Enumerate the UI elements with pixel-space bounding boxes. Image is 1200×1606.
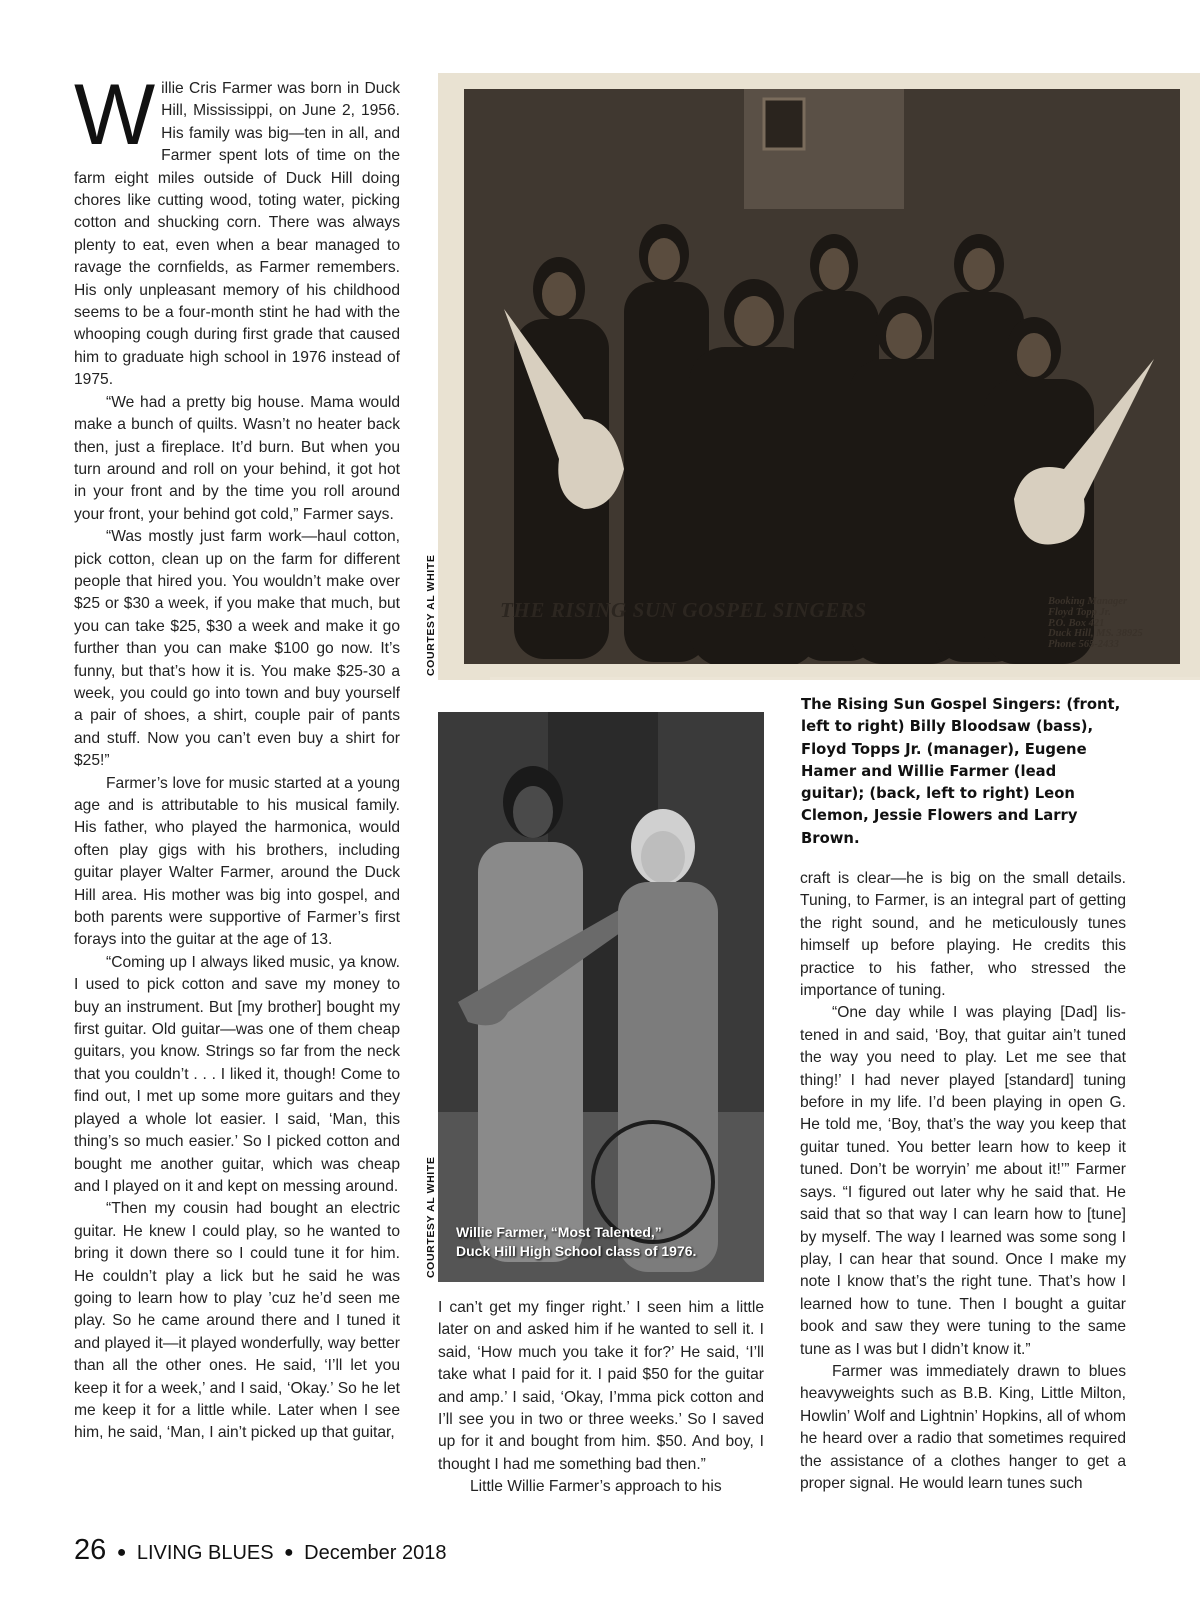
issue-date: December 2018 <box>304 1542 447 1564</box>
photo-banner <box>490 677 1200 680</box>
article-paragraph: Farmer was immediately drawn to blues heavyweights such as B.B. King, Little Milton, Howlin’ Wolf and Lightnin’ Hopkins, all of whom he heard over a radio that sometimes required the assistance of a clothes hanger to get a proper signal. He would learn tunes such <box>800 1362 1126 1492</box>
separator-bullet: ● <box>116 1544 127 1561</box>
article-paragraph: “Was mostly just farm work—haul cotton, pick cotton, clean up on the farm for different people that hired you. You wouldn’t make over $25 or $30 a week, if you make that much, but you can take $25, $30 a week and make it go further than you can make $100 go now. It’s funny, but that’s how it is. You make $25-30 a week, you could go into town and buy yourself a pair of shoes, a shirt, couple pair of pants and stuff. Now you can’t even buy a shirt for $25!” <box>74 528 400 770</box>
separator-bullet: ● <box>284 1544 294 1561</box>
article-paragraph: Willie Cris Farmer was born in Duck Hill, Mississippi, on June 2, 1956. His family was big—ten in all, and Farmer spent lots of time on the farm eight miles outside of Duck Hill doing chores like cutting wood, toting water, picking cotton and shucking corn. There was always plenty to eat, even when a bear managed to ravage the cornfields, as Farmer remembers. His only unpleasant memory of his childhood seems to be a four-month stint he had with the whooping cough during first grade that caused him to graduate high school in 1976 instead of 1975. <box>74 67 400 389</box>
booking-info: Booking Manager Floyd Topp Jr. P.O. Box 421 Duck Hill, MS. 38925 Phone 565-2433 <box>1048 596 1143 651</box>
band-photo <box>438 73 1200 680</box>
drop-cap: W <box>74 67 156 163</box>
article-column-right <box>800 868 1126 1495</box>
photo-credit: COURTESY AL WHITE <box>425 554 437 676</box>
page-number: 26 <box>74 1534 107 1566</box>
photo-credit: COURTESY AL WHITE <box>425 1156 437 1278</box>
band-figures-illustration <box>464 89 1180 664</box>
band-name-banner: THE RISING SUN GOSPEL SINGERS <box>500 598 867 622</box>
article-column-middle <box>438 1297 764 1499</box>
article-paragraph: Farmer’s love for music started at a young age and is attributable to his musical family. His father, who played the harmonica, would often play gigs with his brothers, including guitar player Walter Farmer, around the Duck Hill area. His mother was big into gospel, and both parents were supportive of Farmer’s first forays into the guitar at the age of 13. <box>74 774 400 949</box>
yearbook-photo <box>438 712 764 1282</box>
magazine-name: LIVING BLUES <box>136 1542 274 1564</box>
article-paragraph: “Coming up I always liked music, ya know. I used to pick cotton and save my money to buy an instrument. But [my brother] bought my first guitar. Old guitar—was one of them cheap guitars, you know. Strings so far from the neck that you couldn’t . . . I liked it, though! Come to find out, I met up some more guitars and they played a whole lot easier. I said, ‘Man, this thing’s so much easier.’ So I picked cotton and bought me another guitar, which was cheap and I played on it and kept on messing around. <box>74 953 400 1195</box>
article-column-left <box>74 67 400 1445</box>
article-paragraph: “One day while I was playing [Dad] listened in and said, ‘Boy, that guitar ain’t tuned the way you need to play. Let me see that thing!’ I had never played [standard] tuning before in my life. I’d been playing in open G. He told me, ‘Boy, that’s the way you keep that guitar tuned. You better learn how to keep it tuned. Don’t be worryin’ me about it!’” Farmer says. “I figured out later why he said that. He said that so that way I can learn how to [tune] by myself. The way I learned was some song I play, I can hear that sound. Once I make my note I know that’s the right tune. That’s how I learned how to tune. Then I bought a guitar book and saw they were tuning to the same tune as I was but I didn’t know it.” <box>800 1004 1126 1358</box>
photo-caption: The Rising Sun Gospel Singers: (front, left to right) Billy Bloodsaw (bass), Floyd Topps Jr. (manager), Eugene Hamer and Willie Farmer (lead guitar); (back, left to right) Leon Clemon, Jessie Flowers and Larry Brown. <box>801 696 1121 847</box>
article-paragraph: I can’t get my finger right.’ I seen him a little later on and asked him if he wanted to sell it. I said, ‘How much you take it for?’ He said, ‘I’ll take what I paid for it. I paid $50 for the guitar and amp.’ I said, ‘Okay, I’mma pick cotton and I’ll see you in two or three weeks.’ So I saved up for it and bought from him. $50. And boy, I thought I had me something bad then.” <box>438 1299 764 1473</box>
page-footer <box>74 1534 446 1567</box>
yearbook-figures-illustration <box>438 712 764 1282</box>
article-paragraph: craft is clear—he is big on the small details. Tuning, to Farmer, is an integral part of getting the right sound, and he meticulously tunes himself up before playing. He credits this practice to his father, who stressed the importance of tuning. <box>800 870 1126 1000</box>
article-paragraph: “Then my cousin had bought an electric guitar. He knew I could play, so he wanted to bring it down there so I could tune it for him. He couldn’t play a lick but he said he was going to learn how to play ’cuz he’d seen me play. So he came around there and I tuned it and played it—it played wonderfully, way better than all the other ones. He said, ‘I’ll let you keep it for a week,’ and I said, ‘Okay.’ So he let me keep it for a little while. Later when I see him, he said, ‘Man, I ain’t picked up that guitar, <box>74 1200 400 1442</box>
article-paragraph: “We had a pretty big house. Mama would make a bunch of quilts. Wasn’t no heater back then, just a fireplace. It’d burn. But when you turn around and roll on your behind, it got hot in your front and by the time you roll around your front, your behind got cold,” Farmer says. <box>74 393 400 523</box>
article-paragraph: Little Willie Farmer’s approach to his <box>470 1478 722 1496</box>
band-photo-image <box>464 89 1180 664</box>
yearbook-caption: Willie Farmer, “Most Talented,” Duck Hill High School class of 1976. <box>456 1224 697 1259</box>
